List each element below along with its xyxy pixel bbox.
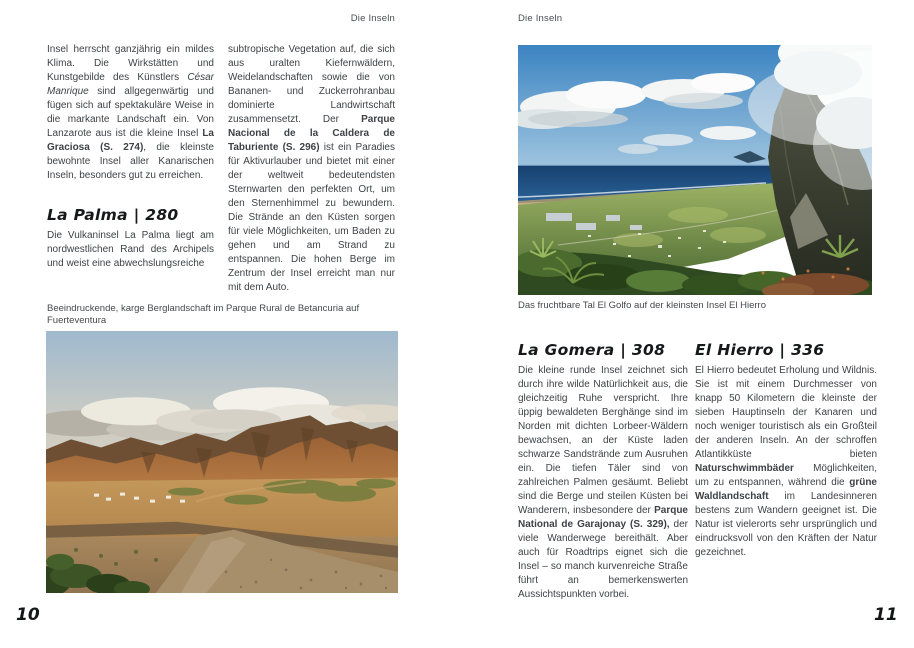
section-heading-el-hierro: El Hierro | 336 — [695, 341, 825, 359]
paragraph: Die Vulkaninsel La Palma liegt am nordwestlichen Rand des Archipels und weist eine abwechslungsreiche — [47, 230, 214, 269]
section-heading-la-gomera: La Gomera | 308 — [518, 341, 666, 359]
photo-el-golfo-valley — [518, 45, 872, 295]
left-page-column-1 — [47, 43, 214, 271]
paragraph: El Hierro bedeutet Erholung und Wildnis. Sie ist mit einem Durchmesser von knapp 50 Kilometern die kleinste der sieben Hauptinseln der Kanaren und noch weniger touristisch als ein Großteil der anderen Inseln. An der schroffen Atlantikküste bieten Naturschwimmbäder Möglichkeiten, um zu entspannen, während die grüne Waldlandschaft im Landesinneren bestens zum Wandern geeignet ist. Die Natur ist vielerorts sehr ursprünglich und eindrucksvoll von den Kräften der Natur gezeichnet. — [695, 365, 877, 558]
page-number-left: 10 — [16, 605, 40, 625]
running-head-right: Die Inseln — [518, 13, 563, 24]
right-page-column-2 — [695, 341, 877, 560]
running-head-left: Die Inseln — [350, 13, 395, 24]
page-number-right: 11 — [874, 605, 898, 625]
paragraph: Insel herrscht ganzjährig ein mildes Klima. Die Wirkstätten und Kunstgebilde des Künstlers César Manrique sind allgegenwärtig und fügen sich auf spektakuläre Weise in die markante Landschaft ein. Von Lanzarote aus ist die kleine Insel La Graciosa (S. 274), die kleinste bewohnte Insel aller Kanarischen Inseln, besonders gut zu erreichen. — [47, 44, 214, 181]
photo-fuerteventura-mountain-landscape — [46, 331, 398, 593]
left-page-column-2 — [228, 43, 395, 295]
paragraph: subtropische Vegetation auf, die sich aus uralten Kiefernwäldern, Weidelandschaften sowie die von Bananen- und Zuckerrohranbau dominierte Landwirtschaft zusammensetzt. Der Parque Nacional de la Caldera de Taburiente (S. 296) ist ein Paradies für Aktivurlauber und bietet mit einer der weltweit bedeutendsten Sternwarten den perfekten Ort, um den Sternenhimmel zu bewundern. Die Strände an den Küsten sorgen für viele Möglichkeiten, um Baden zu gehen und am Strand zu entspannen. Die hohen Berge im Zentrum der Insel erreicht man nur mit dem Auto. — [228, 44, 395, 293]
photo-caption-el-hierro: Das fruchtbare Tal El Golfo auf der kleinsten Insel El Hierro — [518, 300, 766, 311]
paragraph: Die kleine runde Insel zeichnet sich durch ihre wilde Natürlichkeit aus, die gleichzeitig Ruhe verspricht. Ihre üppig bewaldeten Berghänge sind im Norden mit dichten Lorbeer-Wäldern bewachsen, an der Küste laden schwarze Sandstrände zum Ausruhen ein. Die tiefen Täler sind von zahlreichen Palmen gesäumt. Beliebt sind die Berge und steilen Küsten bei Wanderern, insbesondere der Parque National de Garajonay (S. 329), der viele Wanderwege bereithält. Aber auch für Roadtrips eignet sich die Insel – so manch kurvenreiche Straße führt an bemerkenswerten Aussichtspunkten vorbei. — [518, 365, 689, 600]
photo-caption-fuerteventura: Beeindruckende, karge Berglandschaft im Parque Rural de Betancuria auf Fuerteventura — [47, 303, 360, 326]
right-page-column-1 — [518, 341, 688, 602]
section-heading-la-palma: La Palma | 280 — [47, 206, 179, 224]
